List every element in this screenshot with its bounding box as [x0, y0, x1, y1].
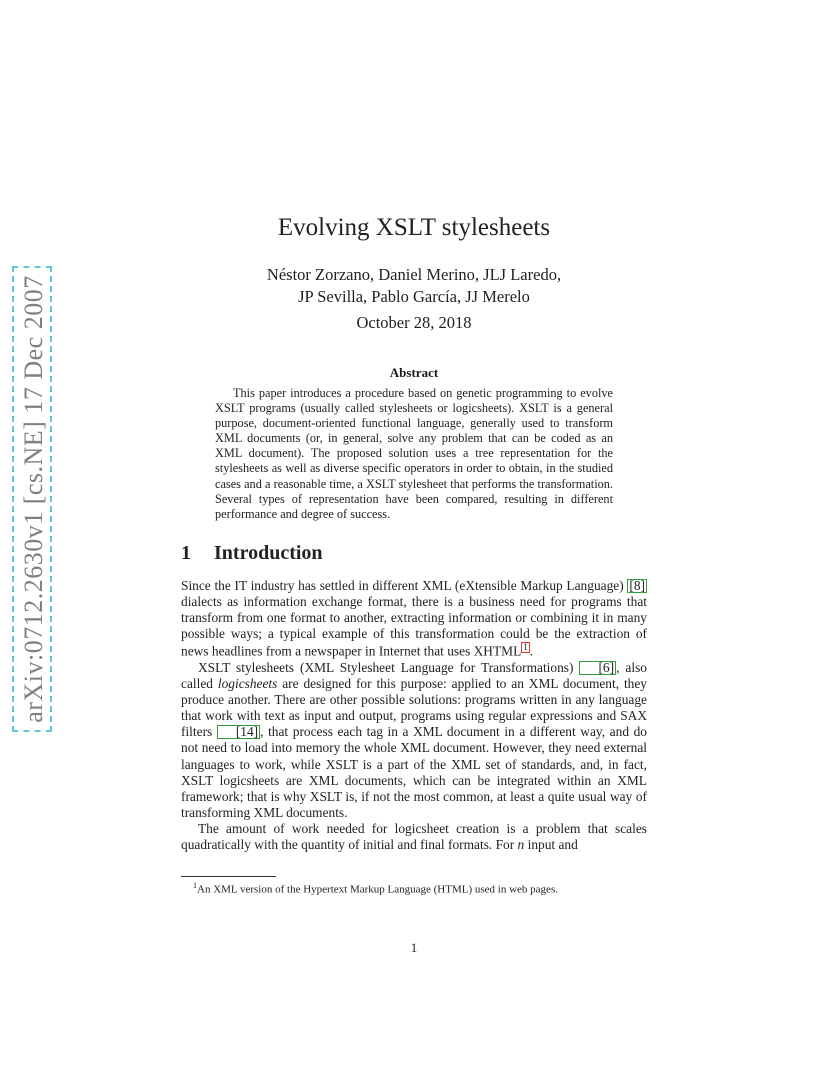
paragraph-1-text-a: Since the IT industry has settled in different XML (eXtensible Markup Language): [181, 578, 628, 593]
author-list: [0, 264, 828, 308]
author-line-2: JP Sevilla, Pablo García, JJ Merelo: [298, 287, 530, 306]
paragraph-1: [181, 578, 647, 660]
paragraph-2-text-b: , also called: [181, 659, 647, 692]
paragraph-3-text-a: The amount of work needed for logicsheet creation is a problem that scales quadratically with the quantity of initial and final formats. For: [181, 820, 647, 852]
section-title: Introduction: [214, 542, 323, 564]
paragraph-1-text-b: dialects as information exchange format, there is a business need for programs that transform from one format to another, extracting information or combining it in many possible ways; a typical example of this transformation could be the extraction of news headlines from a newspaper in Internet that uses XHTML: [181, 594, 647, 659]
introduction-body: [181, 578, 647, 853]
footnote-mark: 1: [193, 881, 197, 890]
paper-title: Evolving XSLT stylesheets: [277, 214, 551, 241]
footnote-link-1[interactable]: 1: [523, 642, 528, 653]
footnote-rule: [181, 876, 276, 877]
abstract-heading: Abstract: [389, 365, 439, 380]
footnote: [181, 879, 647, 897]
page-number: 1: [410, 940, 418, 955]
abstract-text: This paper introduces a procedure based on genetic programming to evolve XSLT programs (usually called stylesheets or logicsheets). XSLT is a general purpose, document-oriented functional language, generally used to transform XML documents (or, in general, solve any problem that can be coded as an XML document). The proposed solution uses a tree representation for the stylesheets as well as diverse specific operators in order to obtain, in the studied cases and a reasonable time, a XSLT stylesheet that performs the transformation. Several types of representation have been compared, resulting in different performance and degree of success.: [215, 386, 613, 521]
paragraph-2-text-a: XSLT stylesheets (XML Stylesheet Language for Transformations): [198, 659, 580, 675]
citation-link-14[interactable]: [14]: [217, 725, 260, 739]
paragraph-2-emphasis: logicsheets: [217, 676, 278, 692]
paragraph-2-text-c: are designed for this purpose: applied to an XML document, they produce another. There are other possible solutions: programs written in any language that work with text as input and output, programs using regular expressions and SAX filters: [181, 676, 647, 740]
arxiv-identifier[interactable]: arXiv:0712.2630v1 [cs.NE] 17 Dec 2007: [19, 275, 48, 723]
paper-date: October 28, 2018: [356, 313, 472, 332]
paragraph-1-text-c: .: [529, 643, 534, 659]
section-heading: [181, 542, 323, 565]
paragraph-3: [181, 821, 647, 853]
section-number: 1: [181, 542, 191, 564]
citation-link-6[interactable]: [6]: [579, 661, 616, 675]
paragraph-3-emphasis: n: [517, 836, 525, 852]
author-line-1: Néstor Zorzano, Daniel Merino, JLJ Laredo,: [266, 265, 562, 284]
footnote-text: An XML version of the Hypertext Markup Language (HTML) used in web pages.: [197, 883, 558, 896]
paragraph-2: [181, 660, 647, 821]
citation-link-8[interactable]: [8]: [629, 578, 645, 593]
paragraph-3-text-b: input and: [524, 836, 578, 852]
paragraph-2-text-d: , that process each tag in a XML document in a different way, and do not need to load into memory the whole XML document. However, they need external languages to work, while XSLT is a part of the XML set of standards, and, in fact, XSLT logicsheets are XML documents, which can be integrated within an XML framework; that is why XSLT is, if not the most common, at least a quite usual way of transforming XML documents.: [181, 724, 647, 820]
